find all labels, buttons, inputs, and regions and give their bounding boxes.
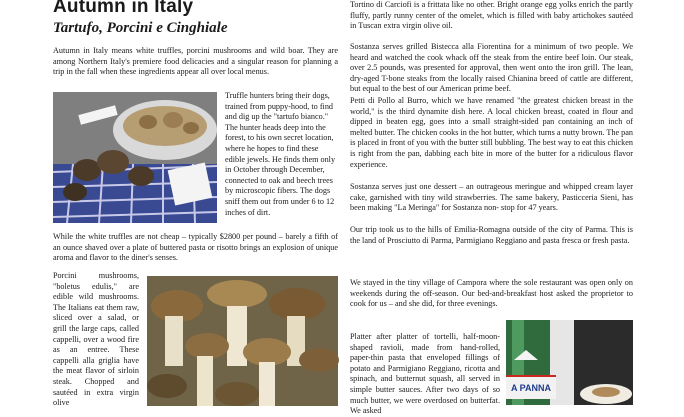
dessert-text: Sostanza serves just one dessert – an outrageous meringue and whipped cream layer cake, garnished with tiny wild strawberries. The same bakery, Pasticceria Sieni, has been making "La Meringa" for Sostanza non- stop for 47 years. bbox=[350, 182, 633, 213]
chicken-text: Petti di Pollo al Burro, which we have renamed "the greatest chicken breast in the world," is the third dynamite dish here. A local chicken breast, coated in flour and dipped in beaten egg, goes into a small straight-sided pan containing an inch of melted butter. The chicken cooks in the hot butter, which turns a nutty brown. The pan is placed in front of you with the butter still bubbling. The best way to eat this chicken is right from the pan, dabbing each bite in more of the butter for a ridiculous flavor experience. bbox=[350, 96, 633, 169]
artichoke-text: Tortino di Carciofi is a frittata like no other. Bright orange egg yolks enrich the partly fluffy, partly runny center of the omelet, which is filled with baby artichokes sautéed in Tuscan extra virgin olive oil. bbox=[350, 0, 633, 31]
truffle-photo bbox=[53, 92, 217, 223]
intro-paragraph bbox=[53, 46, 338, 78]
dessert-paragraph bbox=[350, 182, 633, 214]
porcini-photo-drawing bbox=[147, 276, 338, 406]
tortelli-text: Platter after platter of tortelli, half-moon-shaped ravioli, made from hand-rolled, paper-thin pasta that enveloped fillings of potato and Parmigiano Reggiano, ricotta and spinach, and butternut squash, all served in simple butter sauces. After two days of so much butter, we were overdosed on butterfat. We asked bbox=[350, 332, 500, 416]
truffle-hunters-text: Truffle hunters bring their dogs, trained from puppy-hood, to find and dig up the "tartufo bianco." The hunter heads deep into the forest, to his own secret location, where he hopes to find these edible jewels. He finds them only in October through December, connected to oak and beech trees by microscopic fibers. The dogs sniff them out from under 6 to 12 inches of dirt. bbox=[225, 91, 336, 217]
article-title: Autumn in Italy bbox=[53, 0, 194, 17]
truffle-photo-drawing bbox=[53, 92, 217, 223]
white-truffles-paragraph bbox=[53, 232, 338, 264]
artichoke-paragraph bbox=[350, 0, 633, 32]
emilia-romagna-paragraph bbox=[350, 225, 633, 246]
article-subtitle: Tartufo, Porcini e Cinghiale bbox=[53, 20, 228, 36]
bistecca-text: Sostanza serves grilled Bistecca alla Fiorentina for a minimum of two people. We heard and watched the cook whack off the steak from the entire beef loin. Our steak, over 2.5 pounds, was presented for approval, then went onto the iron grill. The lean, dry-aged T-bone steaks from the locally raised Chianina breed of cattle are different, but equal to the best of our American prime beef. bbox=[350, 42, 633, 94]
porcini-photo bbox=[147, 276, 338, 406]
acqua-panna-photo bbox=[506, 320, 633, 405]
chicken-paragraph bbox=[350, 96, 633, 170]
porcini-text: Porcini mushrooms, "boletus edulis," are edible wild mushrooms. The Italians eat them raw, sliced over a salad, or grill the large caps, called cappelli, over a wood fire as an entree. These cappelli alla griglia have the meat flavor of sirloin steak. Chopped and sautéed in extra virgin olive bbox=[53, 271, 139, 408]
emilia-romagna-text: Our trip took us to the hills of Emilia-Romagna outside of the city of Parma. This is the land of Prosciutto di Parma, Parmigiano Reggiano and pasta fresca or fresh pasta. bbox=[350, 225, 633, 245]
bistecca-paragraph bbox=[350, 42, 633, 95]
porcini-paragraph bbox=[53, 271, 139, 409]
right-column bbox=[350, 0, 633, 416]
campora-paragraph bbox=[350, 278, 633, 310]
truffle-hunters-paragraph bbox=[225, 91, 338, 218]
intro-text: Autumn in Italy means white truffles, porcini mushrooms and wild boar. They are among Northern Italy's premiere food delicacies and a singular reason for planning a trip in the fall when these ingredients appear all over local menus. bbox=[53, 46, 338, 77]
white-truffles-text: While the white truffles are not cheap – typically $2800 per pound – barely a fifth of an ounce shaved over a plate of buttered pasta or risotto brings an explosion of unique aroma and flavor to the diner's senses. bbox=[53, 232, 338, 263]
campora-text: We stayed in the tiny village of Campora where the sole restaurant was open only on weekends during the off-season. Our bed-and-breakfast host asked the proprietor to cook for us – and she did, for three evenings. bbox=[350, 278, 633, 309]
tortelli-paragraph bbox=[350, 332, 500, 417]
left-column bbox=[53, 0, 338, 408]
bottle-label: A PANNA bbox=[506, 375, 556, 399]
